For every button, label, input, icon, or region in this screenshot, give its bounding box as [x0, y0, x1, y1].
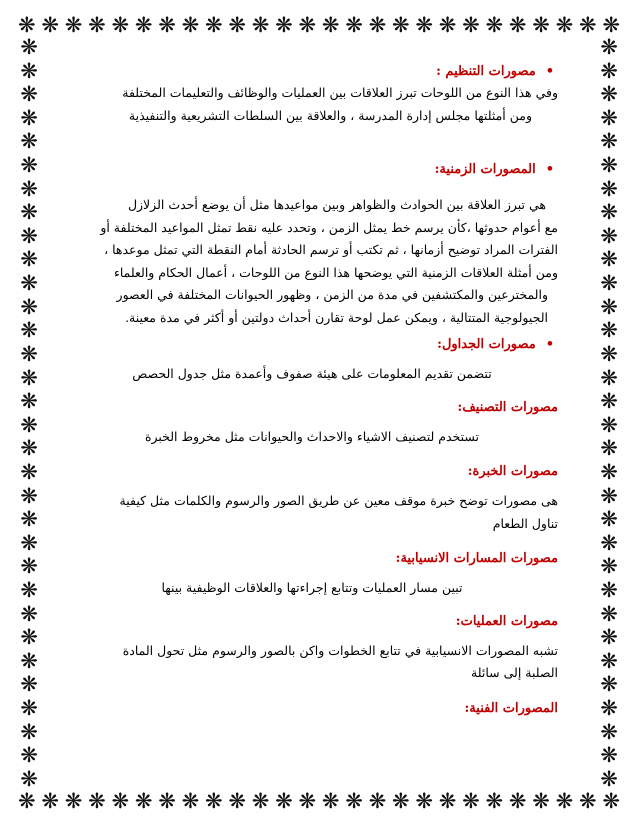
star-ornament-icon: ❋	[600, 696, 618, 721]
star-ornament-icon: ❋	[20, 82, 38, 107]
star-ornament-icon: ❋	[20, 58, 38, 83]
star-ornament-icon: ❋	[41, 13, 59, 37]
star-ornament-icon: ❋	[20, 412, 38, 437]
star-ornament-icon: ❋	[298, 789, 317, 813]
star-ornament-icon: ❋	[602, 789, 620, 813]
star-ornament-icon: ❋	[205, 13, 223, 37]
star-ornament-icon: ❋	[64, 13, 83, 37]
star-ornament-icon: ❋	[20, 625, 38, 650]
body-line: والمخترعين والمكتشفين في مدة من الزمن ، وظهور الحيوانات المختلفة في العصور	[116, 287, 548, 302]
star-ornament-icon: ❋	[20, 247, 38, 272]
star-ornament-icon: ❋	[134, 789, 153, 813]
star-ornament-icon: ❋	[20, 389, 38, 414]
star-ornament-icon: ❋	[579, 13, 597, 37]
body-line: تناول الطعام	[492, 515, 558, 531]
star-ornament-icon: ❋	[20, 318, 38, 343]
star-ornament-icon: ❋	[600, 459, 618, 484]
star-ornament-icon: ❋	[251, 789, 270, 813]
body-line: تبين مسار العمليات وتتابع إجراءتها والعلاقات الوظيفية بينها	[161, 580, 463, 595]
star-ornament-icon: ❋	[415, 789, 433, 813]
star-ornament-icon: ❋	[251, 13, 270, 37]
star-ornament-icon: ❋	[20, 341, 38, 366]
page-border-left	[18, 36, 40, 790]
star-ornament-icon: ❋	[111, 789, 130, 813]
star-ornament-icon: ❋	[20, 436, 38, 461]
star-ornament-icon: ❋	[392, 789, 410, 813]
star-ornament-icon: ❋	[600, 153, 618, 178]
star-ornament-icon: ❋	[600, 766, 618, 791]
body-line: هي تبرز العلاقة بين الحوادث والظواهر وبين مواعيدها مثل أن يوضع أحدث الزلازل	[127, 197, 546, 212]
body-line: الفترات المراد توضيح أزمانها ، ثم تكتب أو ترسم الحادثة أمام النقطة التي تمثل موعدها ،	[104, 242, 558, 257]
star-ornament-icon: ❋	[600, 82, 618, 107]
section-heading: مصورات العمليات:	[455, 613, 558, 629]
star-ornament-icon: ❋	[600, 176, 618, 201]
star-ornament-icon: ❋	[20, 648, 38, 673]
star-ornament-icon: ❋	[392, 13, 410, 37]
star-ornament-icon: ❋	[600, 271, 618, 296]
star-ornament-icon: ❋	[64, 789, 83, 813]
star-ornament-icon: ❋	[18, 789, 36, 813]
star-ornament-icon: ❋	[462, 13, 480, 37]
star-ornament-icon: ❋	[20, 719, 38, 744]
star-ornament-icon: ❋	[20, 554, 38, 579]
star-ornament-icon: ❋	[579, 789, 597, 813]
section-heading: • مصورات التنظيم :	[66, 62, 558, 82]
star-ornament-icon: ❋	[20, 294, 38, 319]
star-ornament-icon: ❋	[600, 554, 618, 579]
star-ornament-icon: ❋	[20, 271, 38, 296]
star-ornament-icon: ❋	[321, 789, 340, 813]
star-ornament-icon: ❋	[181, 789, 200, 813]
star-ornament-icon: ❋	[20, 105, 38, 130]
section-heading: مصورات المسارات الانسيابية:	[395, 551, 558, 566]
star-ornament-icon: ❋	[600, 672, 618, 697]
star-ornament-icon: ❋	[600, 318, 618, 343]
star-ornament-icon: ❋	[88, 13, 106, 37]
body-line: تشبه المصورات الانسيابية في تتابع الخطوات واكن بالصور والرسوم مثل تحول المادة	[122, 642, 558, 658]
star-ornament-icon: ❋	[228, 13, 246, 37]
star-ornament-icon: ❋	[600, 247, 618, 272]
star-ornament-icon: ❋	[345, 789, 363, 813]
star-ornament-icon: ❋	[20, 153, 38, 178]
star-ornament-icon: ❋	[600, 483, 618, 508]
page-border-top	[18, 14, 620, 36]
section-heading: المصورات الفنية:	[464, 700, 558, 716]
body-line: ومن أمثلة العلاقات الزمنية التي يوضحها هذا النوع من اللوحات ، أعمال الحكام والعلماء	[113, 264, 558, 280]
star-ornament-icon: ❋	[600, 412, 618, 437]
star-ornament-icon: ❋	[600, 578, 618, 603]
document-body	[66, 62, 558, 719]
star-ornament-icon: ❋	[462, 789, 480, 813]
star-ornament-icon: ❋	[20, 483, 38, 508]
star-ornament-icon: ❋	[111, 13, 130, 37]
star-ornament-icon: ❋	[20, 743, 38, 768]
star-ornament-icon: ❋	[555, 789, 574, 813]
star-ornament-icon: ❋	[600, 719, 618, 744]
star-ornament-icon: ❋	[20, 223, 38, 248]
star-ornament-icon: ❋	[20, 601, 38, 626]
star-ornament-icon: ❋	[600, 35, 618, 59]
star-ornament-icon: ❋	[555, 13, 574, 37]
star-ornament-icon: ❋	[438, 789, 457, 813]
star-ornament-icon: ❋	[368, 789, 387, 813]
star-ornament-icon: ❋	[600, 365, 618, 390]
star-ornament-icon: ❋	[20, 507, 38, 532]
star-ornament-icon: ❋	[532, 789, 550, 813]
star-ornament-icon: ❋	[20, 578, 38, 603]
body-line: الصلبة إلى سائلة	[471, 665, 558, 680]
star-ornament-icon: ❋	[20, 696, 38, 721]
star-ornament-icon: ❋	[158, 789, 176, 813]
section-classification-charts	[66, 398, 558, 449]
star-ornament-icon: ❋	[600, 223, 618, 248]
section-heading: • المصورات الزمنية:	[66, 160, 558, 180]
star-ornament-icon: ❋	[20, 200, 38, 225]
star-ornament-icon: ❋	[134, 13, 153, 37]
star-ornament-icon: ❋	[600, 105, 618, 130]
page-border-right	[598, 36, 620, 790]
star-ornament-icon: ❋	[600, 58, 618, 83]
section-organization-charts	[66, 62, 558, 127]
star-ornament-icon: ❋	[508, 13, 527, 37]
star-ornament-icon: ❋	[415, 13, 433, 37]
section-experience-charts	[66, 462, 558, 535]
star-ornament-icon: ❋	[485, 789, 504, 813]
body-line: هى مصورات توضح خبرة موقف معين عن طريق الصور والرسوم والكلمات مثل كيفية	[119, 493, 558, 508]
star-ornament-icon: ❋	[485, 13, 504, 37]
body-line: مع أعوام حدوثها ،كأن يرسم خط يمثل الزمن ، وتحدد عليه نقط تمثل المواعيد المختلفة أو	[100, 219, 558, 235]
body-line: تتضمن تقديم المعلومات على هيئة صفوف وأعمدة مثل جدول الحصص	[132, 366, 492, 381]
section-heading: • مصورات الجداول:	[66, 335, 558, 355]
body-line: ومن أمثلتها مجلس إدارة المدرسة ، والعلاقة بين السلطات التشريعية والتنفيذية	[128, 107, 532, 123]
star-ornament-icon: ❋	[321, 13, 340, 37]
star-ornament-icon: ❋	[228, 789, 246, 813]
star-ornament-icon: ❋	[158, 13, 176, 37]
section-art-charts	[66, 699, 558, 719]
section-heading: مصورات التصنيف:	[457, 399, 558, 415]
page-border-bottom	[18, 790, 620, 812]
star-ornament-icon: ❋	[508, 789, 527, 813]
star-ornament-icon: ❋	[438, 13, 457, 37]
star-ornament-icon: ❋	[181, 13, 200, 37]
star-ornament-icon: ❋	[18, 13, 36, 37]
star-ornament-icon: ❋	[600, 294, 618, 319]
star-ornament-icon: ❋	[20, 129, 38, 154]
body-line: وفي هذا النوع من اللوحات تبرز العلاقات بين العمليات والوظائف والتعليمات المختلفة	[122, 85, 558, 100]
star-ornament-icon: ❋	[600, 625, 618, 650]
star-ornament-icon: ❋	[298, 13, 317, 37]
section-table-charts	[66, 335, 558, 386]
star-ornament-icon: ❋	[368, 13, 387, 37]
star-ornament-icon: ❋	[20, 176, 38, 201]
star-ornament-icon: ❋	[20, 365, 38, 390]
body-line: تستخدم لتصنيف الاشياء والاحداث والحيوانات مثل مخروط الخبرة	[144, 428, 480, 444]
star-ornament-icon: ❋	[20, 459, 38, 484]
star-ornament-icon: ❋	[600, 743, 618, 768]
star-ornament-icon: ❋	[41, 789, 59, 813]
star-ornament-icon: ❋	[600, 389, 618, 414]
star-ornament-icon: ❋	[602, 13, 620, 37]
star-ornament-icon: ❋	[600, 341, 618, 366]
section-flow-charts	[66, 549, 558, 600]
star-ornament-icon: ❋	[600, 507, 618, 532]
star-ornament-icon: ❋	[600, 200, 618, 225]
star-ornament-icon: ❋	[20, 35, 38, 59]
star-ornament-icon: ❋	[20, 530, 38, 555]
body-line: الجيولوجية المتتالية ، ويمكن عمل لوحة تقارن أحداث دولتين أو أكثر في مدة معينة.	[125, 309, 548, 325]
star-ornament-icon: ❋	[88, 789, 106, 813]
star-ornament-icon: ❋	[600, 648, 618, 673]
star-ornament-icon: ❋	[20, 672, 38, 697]
star-ornament-icon: ❋	[275, 13, 293, 37]
section-process-charts	[66, 612, 558, 685]
star-ornament-icon: ❋	[532, 13, 550, 37]
star-ornament-icon: ❋	[600, 601, 618, 626]
section-time-charts	[66, 160, 558, 329]
star-ornament-icon: ❋	[600, 129, 618, 154]
star-ornament-icon: ❋	[600, 530, 618, 555]
star-ornament-icon: ❋	[345, 13, 363, 37]
star-ornament-icon: ❋	[205, 789, 223, 813]
section-heading: مصورات الخبرة:	[467, 464, 558, 479]
star-ornament-icon: ❋	[600, 436, 618, 461]
star-ornament-icon: ❋	[20, 766, 38, 791]
star-ornament-icon: ❋	[275, 789, 293, 813]
